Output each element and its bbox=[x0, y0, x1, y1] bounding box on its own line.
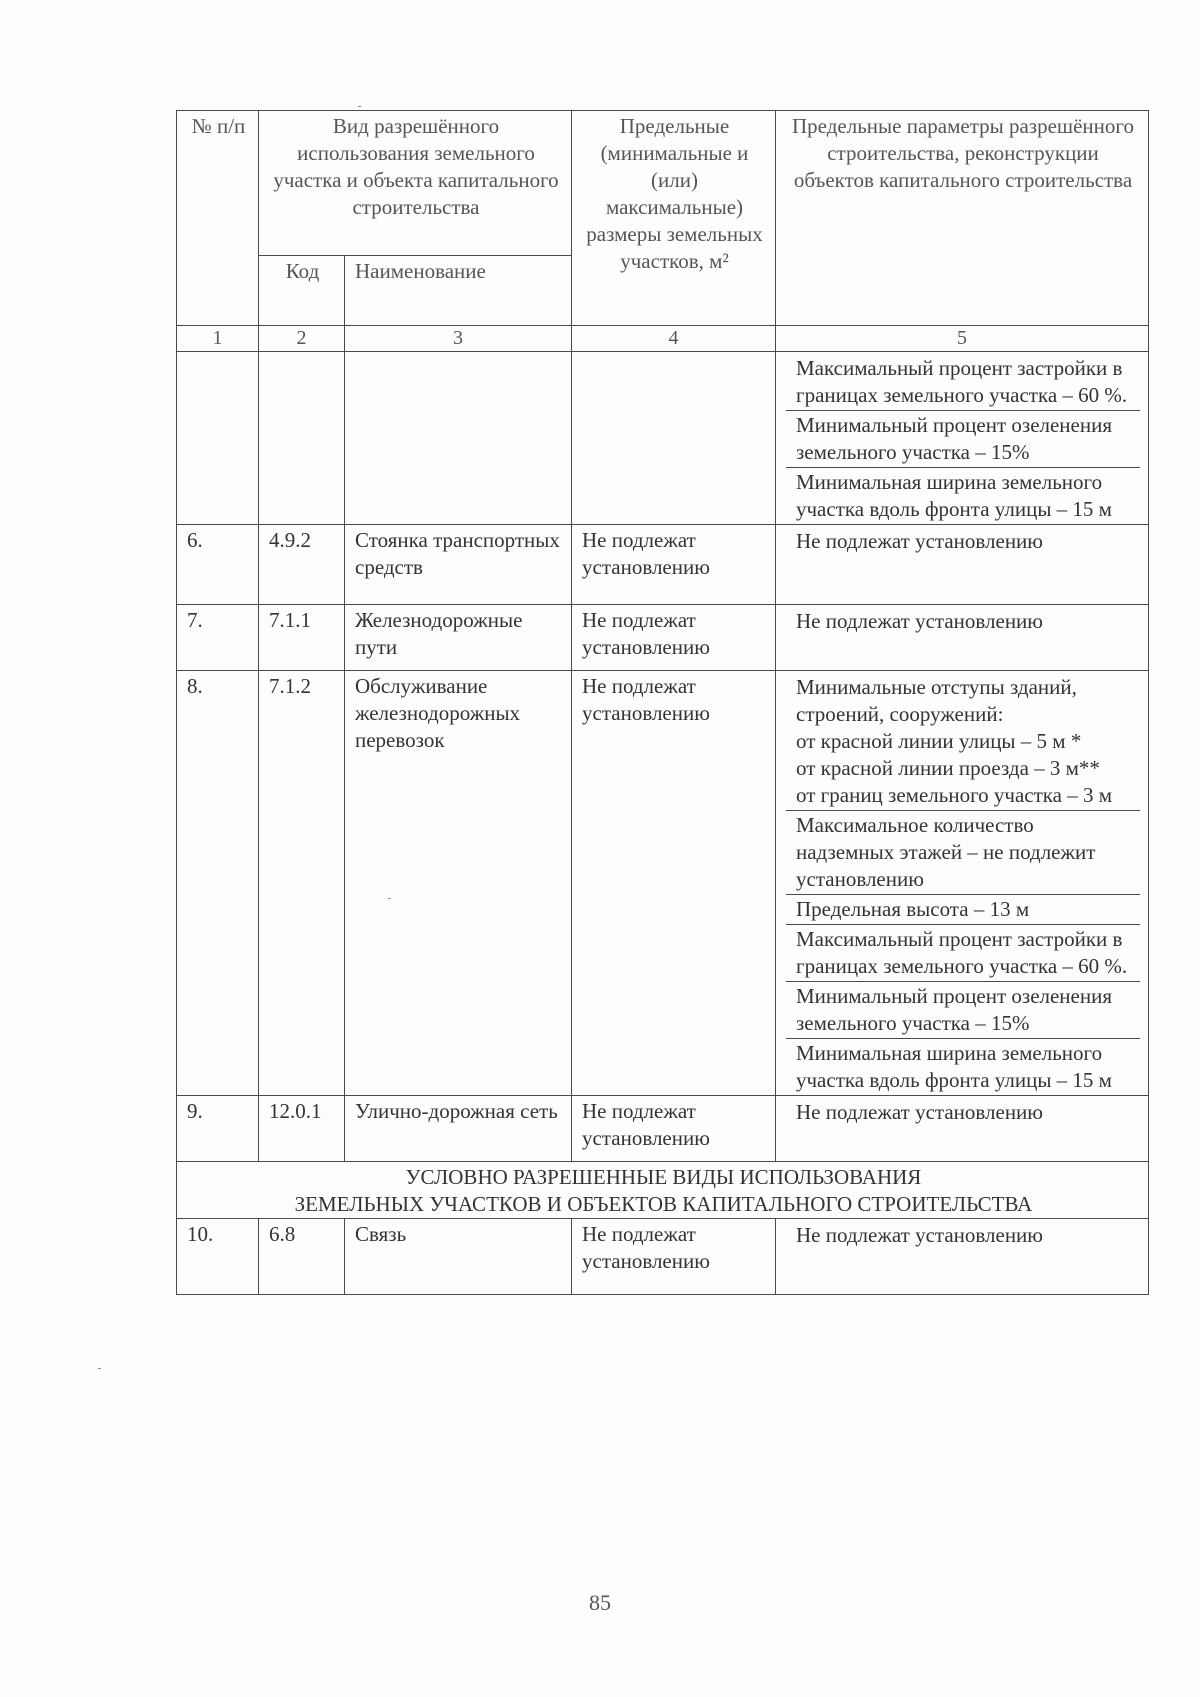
row-size: Не подлежат установлению bbox=[572, 1219, 776, 1295]
param-item: Максимальный процент застройки в границах земельного участка – 60 %. bbox=[786, 924, 1140, 981]
param-item: Не подлежат установлению bbox=[796, 609, 1043, 633]
row-size: Не подлежат установлению bbox=[572, 605, 776, 671]
scan-speck bbox=[358, 106, 361, 107]
table-row bbox=[177, 1096, 1149, 1162]
param-item: Предельная высота – 13 м bbox=[786, 894, 1140, 924]
row-size: Не подлежат установлению bbox=[572, 1096, 776, 1162]
row-code: 12.0.1 bbox=[259, 1096, 345, 1162]
param-item: Не подлежат установлению bbox=[796, 529, 1043, 553]
row-number: 10. bbox=[177, 1219, 259, 1295]
header-size: Предельные (минимальные и (или) максимальные) размеры земельных участков, м² bbox=[572, 111, 776, 326]
row-params bbox=[776, 1096, 1149, 1162]
row-params bbox=[776, 605, 1149, 671]
row-code: 7.1.2 bbox=[259, 671, 345, 1096]
header-use-type: Вид разрешённого использования земельного участка и объекта капитального строительства bbox=[259, 111, 572, 256]
param-item: Минимальные отступы зданий, строений, сооружений: от красной линии улицы – 5 м * от красной линии проезда – 3 м** от границ земельного участка – 3 м bbox=[796, 675, 1113, 807]
table-row bbox=[177, 352, 1149, 525]
row-name: Стоянка транспортных средств bbox=[345, 525, 572, 605]
row-size: Не подлежат установлению bbox=[572, 525, 776, 605]
row-name: Железнодорожные пути bbox=[345, 605, 572, 671]
table-row bbox=[177, 525, 1149, 605]
row-name: Обслуживание железнодорожных перевозок bbox=[345, 671, 572, 1096]
row-params bbox=[776, 671, 1149, 1096]
section-heading: УСЛОВНО РАЗРЕШЕННЫЕ ВИДЫ ИСПОЛЬЗОВАНИЯ ЗЕМЕЛЬНЫХ УЧАСТКОВ И ОБЪЕКТОВ КАПИТАЛЬНОГО СТРОИТЕЛЬСТВА bbox=[177, 1162, 1149, 1219]
param-item: Минимальный процент озеленения земельного участка – 15% bbox=[786, 410, 1140, 467]
table-row bbox=[177, 605, 1149, 671]
column-number: 4 bbox=[572, 326, 776, 352]
header-params: Предельные параметры разрешённого строительства, реконструкции объектов капитального строительства bbox=[776, 111, 1149, 326]
table-row bbox=[177, 671, 1149, 1096]
param-item: Максимальное количество надземных этажей – не подлежит установлению bbox=[786, 810, 1140, 894]
header-num: № п/п bbox=[177, 111, 259, 326]
row-params bbox=[776, 352, 1149, 525]
row-number: 7. bbox=[177, 605, 259, 671]
page-number: 85 bbox=[589, 1590, 611, 1615]
scan-speck bbox=[388, 898, 391, 899]
land-use-table bbox=[176, 110, 1149, 1295]
scan-speck bbox=[98, 1368, 101, 1369]
row-number: 9. bbox=[177, 1096, 259, 1162]
column-number: 5 bbox=[776, 326, 1149, 352]
column-number: 2 bbox=[259, 326, 345, 352]
row-name: Связь bbox=[345, 1219, 572, 1295]
column-number: 3 bbox=[345, 326, 572, 352]
row-code: 6.8 bbox=[259, 1219, 345, 1295]
param-item: Максимальный процент застройки в границах земельного участка – 60 %. bbox=[796, 356, 1128, 407]
param-item: Минимальная ширина земельного участка вдоль фронта улицы – 15 м bbox=[786, 467, 1140, 524]
row-number bbox=[177, 352, 259, 525]
param-item: Минимальная ширина земельного участка вдоль фронта улицы – 15 м bbox=[786, 1038, 1140, 1095]
row-code: 4.9.2 bbox=[259, 525, 345, 605]
column-number: 1 bbox=[177, 326, 259, 352]
param-item: Не подлежат установлению bbox=[796, 1100, 1043, 1124]
row-number: 8. bbox=[177, 671, 259, 1096]
row-params bbox=[776, 1219, 1149, 1295]
param-item: Не подлежат установлению bbox=[796, 1223, 1043, 1247]
row-size: Не подлежат установлению bbox=[572, 671, 776, 1096]
param-item: Минимальный процент озеленения земельного участка – 15% bbox=[786, 981, 1140, 1038]
row-params bbox=[776, 525, 1149, 605]
header-code: Код bbox=[259, 256, 345, 326]
row-code: 7.1.1 bbox=[259, 605, 345, 671]
header-name: Наименование bbox=[345, 256, 572, 326]
table-row bbox=[177, 1219, 1149, 1295]
row-size bbox=[572, 352, 776, 525]
row-code bbox=[259, 352, 345, 525]
table-header bbox=[177, 111, 1149, 352]
section-row bbox=[177, 1162, 1149, 1219]
row-name: Улично-дорожная сеть bbox=[345, 1096, 572, 1162]
row-name bbox=[345, 352, 572, 525]
row-number: 6. bbox=[177, 525, 259, 605]
table-body bbox=[177, 352, 1149, 1295]
